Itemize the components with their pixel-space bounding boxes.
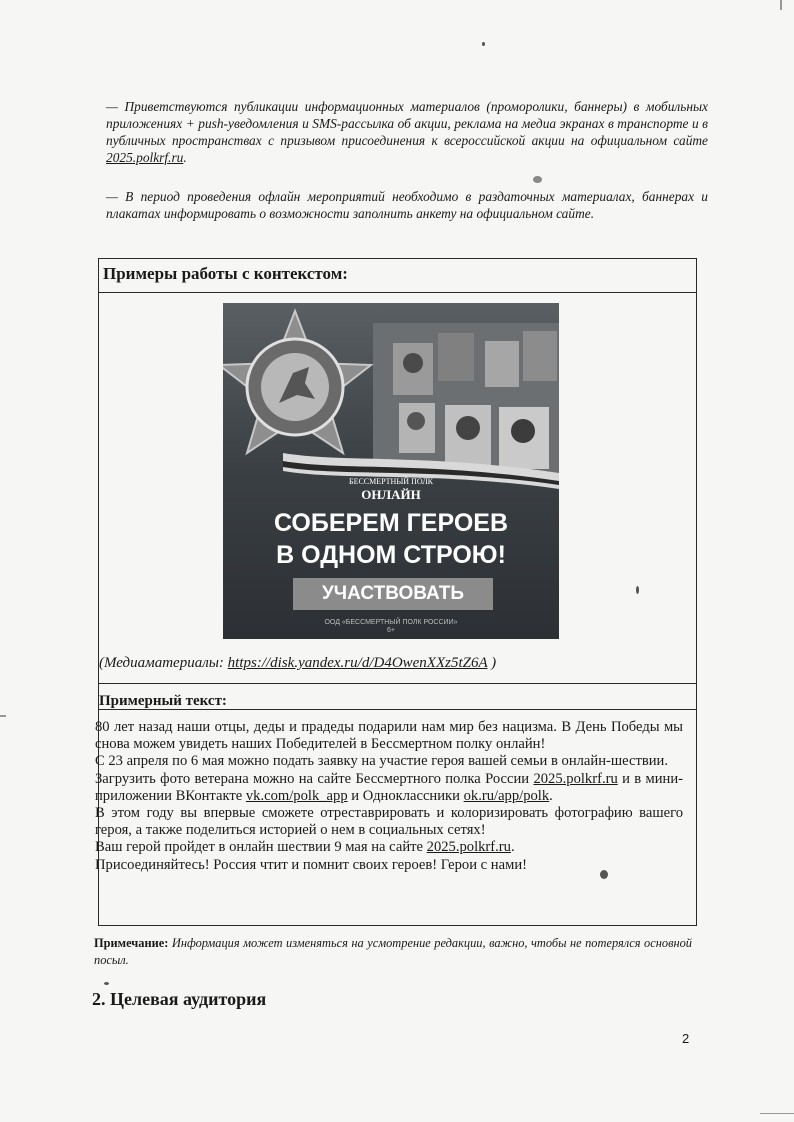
intro-end-1: .: [183, 150, 187, 165]
scan-speck: [482, 42, 485, 46]
upload-text: Загрузить фото ветерана можно на сайте Бессмертного полка России: [95, 770, 530, 787]
march-end: .: [510, 839, 515, 856]
site-link-3[interactable]: 2025.polkrf.ru: [426, 839, 511, 856]
scan-edge: [760, 1113, 794, 1114]
scan-speck: [104, 982, 109, 985]
media-link[interactable]: https://disk.yandex.ru/d/D4OwenXXz5tZ6A: [227, 655, 488, 671]
banner-headline-1: СОБЕРЕМ ГЕРОЕВ: [273, 509, 508, 537]
intro-text-2: — В период проведения офлайн мероприятий необходимо в раздаточных материалах, баннерах и плакатах информировать о возможности заполнить анкету на официальном сайте.: [106, 189, 708, 221]
ok-link[interactable]: ok.ru/app/polk: [463, 787, 550, 804]
sample-text-title: Примерный текст:: [99, 693, 227, 709]
intro-paragraph-1: [106, 98, 708, 166]
banner-line-2: ОНЛАЙН: [361, 487, 421, 502]
march-text: Ваш герой пройдет в онлайн шествии 9 мая на сайте: [95, 839, 423, 856]
media-caption: [99, 653, 696, 673]
sample-closing-line: Присоединяйтесь! Россия чтит и помнит своих героев! Герои с нами!: [95, 856, 527, 873]
upload-mid-1: и в мини-приложении ВКонтакте: [95, 770, 683, 804]
site-link-2[interactable]: 2025.polkrf.ru: [533, 770, 618, 787]
divider: [99, 683, 696, 684]
banner-headline-2: В ОДНОМ СТРОЮ!: [276, 541, 506, 569]
page-number: 2: [682, 1031, 690, 1046]
sample-line-1: 80 лет назад наши отцы, деды и прадеды подарили нам мир без нацизма. В День Победы мы снова можем увидеть наших Победителей в Бессмертном полку онлайн!: [95, 719, 683, 753]
media-caption-prefix: (Медиаматериалы:: [99, 655, 224, 671]
intro-text-1: — Приветствуются публикации информационных материалов (проморолики, баннеры) в мобильных приложениях + push-уведомления и SMS-рассылка об акции, реклама на медиа экранах в транспорте и в публичных пространствах с призывом присоединения к всероссийской акции на официальном сайте: [106, 99, 708, 148]
banner-participate-button[interactable]: УЧАСТВОВАТЬ: [293, 578, 493, 610]
sample-line-2: С 23 апреля по 6 мая можно подать заявку на участие героя вашей семьи в онлайн-шествии.: [95, 753, 668, 770]
site-link[interactable]: 2025.polkrf.ru: [106, 150, 184, 165]
scan-edge: [780, 0, 782, 10]
sample-restore-line: В этом году вы впервые сможете отреставрировать и колоризировать фотографию вашего героя, а также поделиться историей о нем в социальных сетях!: [95, 805, 683, 839]
sample-upload-line: [95, 771, 683, 805]
scan-edge: [0, 715, 6, 717]
intro-paragraph-2: [106, 188, 708, 222]
scan-speck: [533, 176, 542, 183]
sample-march-line: [95, 839, 683, 856]
upload-mid-2: и Одноклассники: [351, 787, 460, 804]
section-heading: 2. Целевая аудитория: [92, 989, 267, 1009]
promo-banner-image: [223, 303, 559, 639]
note-label: Примечание:: [94, 936, 169, 950]
banner-footer-1: ООД «БЕССМЕРТНЫЙ ПОЛК РОССИИ»: [324, 619, 458, 626]
banner-line-1: БЕССМЕРТНЫЙ ПОЛК: [348, 477, 434, 486]
vk-link[interactable]: vk.com/polk_app: [245, 787, 348, 804]
upload-end: .: [549, 787, 553, 804]
media-caption-suffix: ): [491, 655, 497, 671]
banner-footer-2: 6+: [387, 627, 395, 634]
divider: [99, 709, 696, 710]
note-text: Информация может изменяться на усмотрение редакции, важно, чтобы не потерялся основной посыл.: [94, 936, 692, 967]
examples-heading: Примеры работы с контекстом:: [99, 259, 696, 293]
examples-frame: [95, 258, 697, 926]
banner-footer: [223, 619, 559, 635]
note: [94, 935, 692, 969]
sample-text-body: [95, 719, 683, 874]
